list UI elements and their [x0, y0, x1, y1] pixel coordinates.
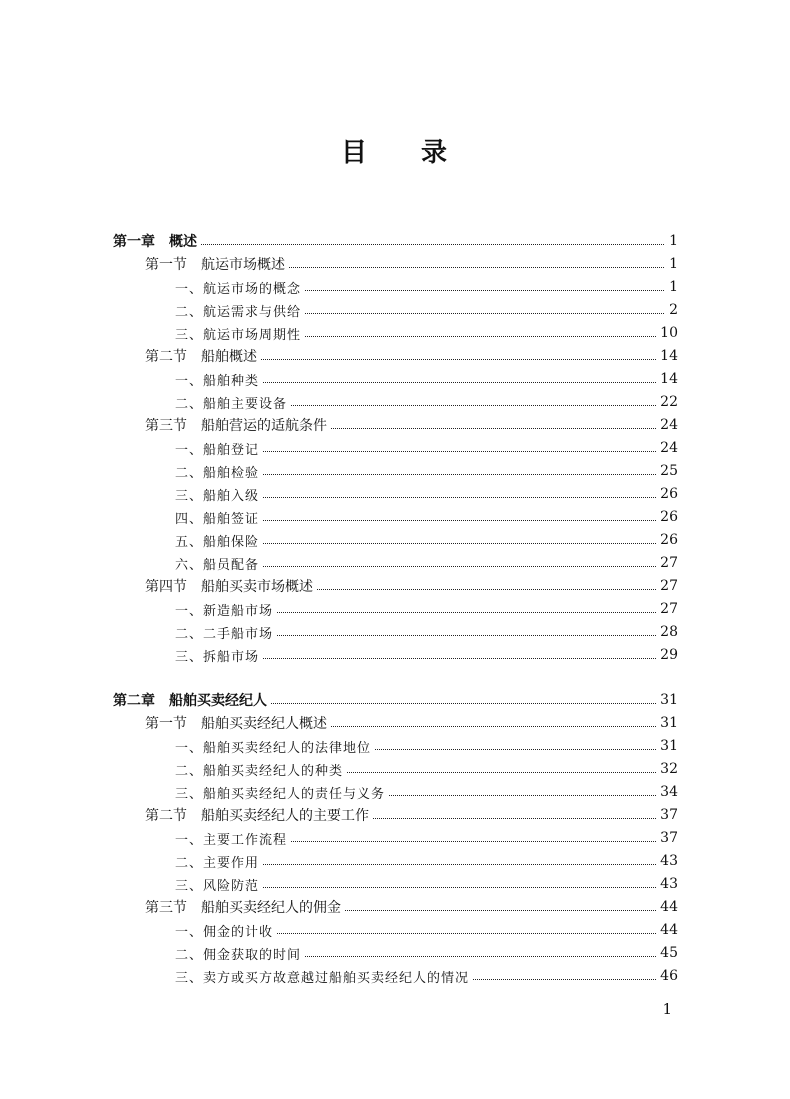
dot-leader: [473, 978, 656, 980]
toc-entry-number: 第一节: [145, 257, 187, 273]
toc-entry-title: 一、航运市场的概念: [175, 281, 302, 297]
toc-entry-item[interactable]: [175, 322, 678, 344]
toc-entry-title: 航运市场概述: [201, 257, 285, 273]
dot-leader: [263, 565, 656, 567]
toc-entry-section[interactable]: [145, 253, 678, 275]
toc-entry-item[interactable]: [175, 873, 678, 895]
toc-entry-title: 船舶营运的适航条件: [201, 418, 327, 434]
toc-entry-page: 29: [660, 647, 678, 663]
toc-entry-label: [113, 690, 267, 710]
toc-entry-page: 22: [660, 394, 678, 410]
toc-entry-item[interactable]: [175, 644, 678, 666]
toc-entry-item[interactable]: [175, 299, 678, 321]
toc-entry-label: [175, 370, 259, 389]
toc-entry-item[interactable]: [175, 391, 678, 413]
toc-entry-label: [113, 231, 197, 251]
toc-entry-item[interactable]: [175, 621, 678, 643]
toc-entry-label: [145, 415, 327, 435]
dot-leader: [389, 794, 656, 796]
toc-entry-page: 1: [669, 256, 678, 272]
toc-entry-section[interactable]: [145, 345, 678, 367]
toc-entry-label: [175, 875, 259, 894]
toc-entry-label: [175, 646, 259, 665]
toc-entry-label: [175, 737, 371, 756]
dot-leader: [305, 955, 656, 957]
toc-entry-page: 24: [660, 440, 678, 456]
dot-leader: [261, 358, 656, 360]
toc-entry-item[interactable]: [175, 483, 678, 505]
toc-entry-label: [175, 921, 273, 940]
title-char-left: 目: [340, 138, 369, 168]
dot-leader: [263, 886, 656, 888]
toc-entry-title: 船舶买卖经纪人: [169, 693, 267, 709]
toc-entry-title: 船舶买卖经纪人概述: [201, 716, 327, 732]
toc-entry-label: [175, 554, 259, 573]
toc-entry-page: 46: [660, 968, 678, 984]
toc-entry-item[interactable]: [175, 850, 678, 872]
toc-entry-number: 第四节: [145, 579, 187, 595]
toc-entry-page: 28: [660, 624, 678, 640]
toc-entry-label: [145, 805, 369, 825]
toc-entry-section[interactable]: [145, 414, 678, 436]
toc-entry-title: 三、航运市场周期性: [175, 327, 302, 343]
toc-entry-number: 第一章: [113, 234, 155, 250]
toc-entry-title: 一、船舶买卖经纪人的法律地位: [175, 740, 372, 756]
dot-leader: [277, 932, 656, 934]
title-char-right: 录: [421, 138, 450, 168]
toc-entry-page: 31: [660, 738, 678, 754]
toc-entry-page: 34: [660, 784, 678, 800]
toc-entry-section[interactable]: [145, 712, 678, 734]
dot-leader: [331, 725, 656, 727]
toc-entry-page: 27: [660, 555, 678, 571]
dot-leader: [331, 427, 656, 429]
dot-leader: [263, 863, 656, 865]
toc-entry-title: 二、航运需求与供给: [175, 304, 302, 320]
dot-leader: [263, 519, 656, 521]
toc-entry-item[interactable]: [175, 506, 678, 528]
toc-entry-page: 14: [660, 371, 678, 387]
dot-leader: [375, 748, 656, 750]
toc-entry-item[interactable]: [175, 781, 678, 803]
toc-entry-title: 三、卖方或买方故意越过船舶买卖经纪人的情况: [175, 970, 470, 986]
dot-leader: [305, 312, 664, 314]
toc-entry-page: 1: [669, 233, 678, 249]
toc-entry-label: [175, 393, 287, 412]
toc-entry-label: [175, 623, 273, 642]
toc-entry-item[interactable]: [175, 368, 678, 390]
toc-entry-label: [175, 301, 301, 320]
toc-entry-item[interactable]: [175, 437, 678, 459]
toc-entry-label: [175, 508, 259, 527]
toc-entry-label: [175, 278, 301, 297]
toc-entry-number: 第一节: [145, 716, 187, 732]
dot-leader: [277, 611, 656, 613]
dot-leader: [317, 588, 656, 590]
toc-entry-label: [145, 254, 285, 274]
toc-entry-label: [145, 713, 327, 733]
toc-entry-number: 第三节: [145, 418, 187, 434]
toc-entry-chapter[interactable]: [113, 230, 678, 252]
toc-entry-label: [175, 852, 259, 871]
toc-entry-page: 27: [660, 578, 678, 594]
toc-entry-item[interactable]: [175, 942, 678, 964]
toc-entry-item[interactable]: [175, 827, 678, 849]
toc-entry-label: [145, 346, 257, 366]
toc-entry-page: 31: [660, 715, 678, 731]
toc-entry-page: 26: [660, 532, 678, 548]
toc-entry-page: 10: [660, 325, 678, 341]
toc-entry-label: [175, 600, 273, 619]
toc-entry-label: [175, 462, 259, 481]
toc-entry-title: 一、船舶种类: [175, 373, 260, 389]
dot-leader: [263, 381, 656, 383]
dot-leader: [277, 634, 656, 636]
toc-entry-title: 船舶买卖经纪人的主要工作: [201, 808, 369, 824]
dot-leader: [263, 496, 656, 498]
dot-leader: [347, 771, 656, 773]
toc-entry-page: 26: [660, 509, 678, 525]
toc-entry-item[interactable]: [175, 529, 678, 551]
toc-entry-page: 43: [660, 853, 678, 869]
toc-entry-label: [175, 829, 287, 848]
toc-entry-title: 船舶概述: [201, 349, 257, 365]
toc-entry-title: 一、新造船市场: [175, 603, 274, 619]
toc-entry-title: 三、拆船市场: [175, 649, 260, 665]
toc-entry-page: 24: [660, 417, 678, 433]
toc-entry-number: 第三节: [145, 900, 187, 916]
toc-entry-page: 45: [660, 945, 678, 961]
toc-entry-title: 三、船舶买卖经纪人的责任与义务: [175, 786, 386, 802]
dot-leader: [263, 657, 656, 659]
toc-entry-label: [145, 897, 341, 917]
dot-leader: [289, 266, 664, 268]
page-title: [0, 132, 790, 169]
toc-entry-title: 六、船员配备: [175, 557, 260, 573]
dot-leader: [345, 909, 656, 911]
toc-entry-page: 27: [660, 601, 678, 617]
toc-entry-page: 26: [660, 486, 678, 502]
dot-leader: [271, 702, 656, 704]
toc-entry-label: [175, 967, 469, 986]
toc-entry-title: 一、船舶登记: [175, 442, 260, 458]
toc-entry-page: 43: [660, 876, 678, 892]
toc-entry-label: [175, 485, 259, 504]
toc-entry-page: 37: [660, 830, 678, 846]
toc-entry-title: 概述: [169, 234, 197, 250]
toc-entry-title: 一、主要工作流程: [175, 832, 288, 848]
toc-entry-page: 44: [660, 922, 678, 938]
toc-entry-number: 第二节: [145, 808, 187, 824]
toc-entry-title: 二、佣金获取的时间: [175, 947, 302, 963]
dot-leader: [291, 404, 656, 406]
toc-entry-page: 32: [660, 761, 678, 777]
toc-entry-page: 37: [660, 807, 678, 823]
toc-entry-title: 五、船舶保险: [175, 534, 260, 550]
toc-entry-label: [175, 531, 259, 550]
toc-entry-item[interactable]: [175, 965, 678, 987]
toc-entry-chapter[interactable]: [113, 689, 678, 711]
toc-entry-item[interactable]: [175, 919, 678, 941]
toc-entry-label: [175, 760, 343, 779]
toc-entry-title: 一、佣金的计收: [175, 924, 274, 940]
toc-entry-item[interactable]: [175, 552, 678, 574]
toc-entry-label: [145, 576, 313, 596]
dot-leader: [201, 243, 664, 245]
toc-entry-label: [175, 783, 385, 802]
dot-leader: [263, 542, 656, 544]
toc-entry-page: 1: [669, 279, 678, 295]
toc-entry-number: 第二章: [113, 693, 155, 709]
toc-entry-section[interactable]: [145, 896, 678, 918]
toc-entry-label: [175, 944, 301, 963]
toc-entry-title: 二、船舶买卖经纪人的种类: [175, 763, 344, 779]
dot-leader: [263, 450, 656, 452]
toc-entry-section[interactable]: [145, 575, 678, 597]
toc-entry-page: 25: [660, 463, 678, 479]
page-number: 1: [662, 1000, 672, 1018]
dot-leader: [291, 840, 656, 842]
toc-entry-item[interactable]: [175, 758, 678, 780]
toc-entry-label: [175, 439, 259, 458]
toc-entry-item[interactable]: [175, 460, 678, 482]
dot-leader: [305, 335, 656, 337]
dot-leader: [263, 473, 656, 475]
toc-entry-item[interactable]: [175, 276, 678, 298]
toc-entry-title: 四、船舶签证: [175, 511, 260, 527]
toc-entry-item[interactable]: [175, 735, 678, 757]
toc-entry-title: 三、风险防范: [175, 878, 260, 894]
toc-entry-title: 船舶买卖市场概述: [201, 579, 313, 595]
toc-entry-page: 31: [660, 692, 678, 708]
toc-entry-page: 14: [660, 348, 678, 364]
toc-entry-section[interactable]: [145, 804, 678, 826]
toc-entry-title: 三、船舶入级: [175, 488, 260, 504]
toc-entry-item[interactable]: [175, 598, 678, 620]
dot-leader: [373, 817, 656, 819]
toc-entry-title: 船舶买卖经纪人的佣金: [201, 900, 341, 916]
toc-entry-title: 二、船舶检验: [175, 465, 260, 481]
toc-entry-number: 第二节: [145, 349, 187, 365]
toc-entry-page: 44: [660, 899, 678, 915]
toc-entry-label: [175, 324, 301, 343]
toc-entry-title: 二、主要作用: [175, 855, 260, 871]
dot-leader: [305, 289, 664, 291]
toc-entry-title: 二、二手船市场: [175, 626, 274, 642]
toc-entry-title: 二、船舶主要设备: [175, 396, 288, 412]
toc-entry-page: 2: [669, 302, 678, 318]
